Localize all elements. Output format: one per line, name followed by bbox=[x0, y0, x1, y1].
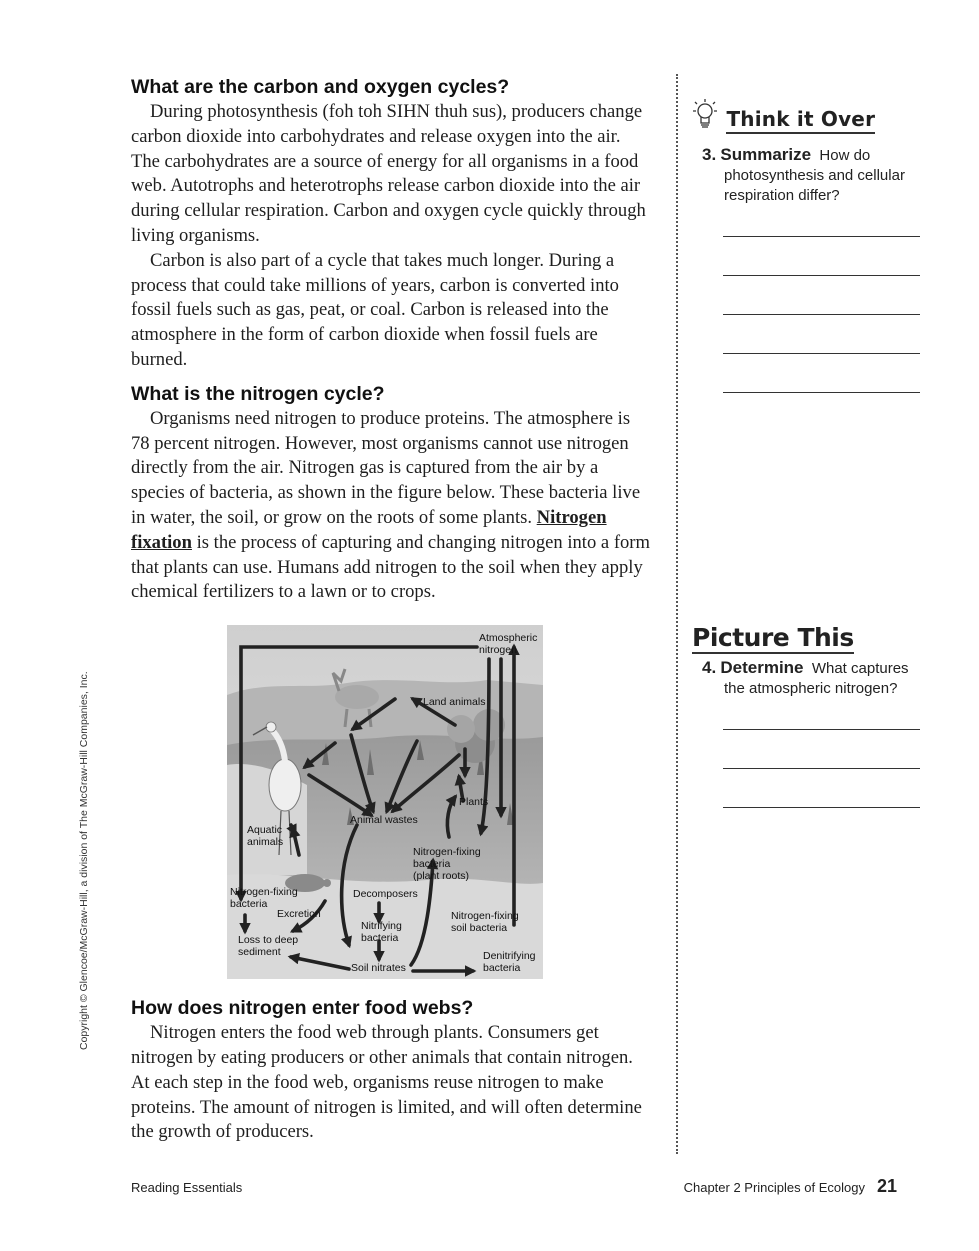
sidebar-think-it-over bbox=[692, 98, 932, 393]
answer-line[interactable] bbox=[723, 730, 920, 769]
question-3-number: 3. bbox=[702, 145, 717, 164]
answer-line[interactable] bbox=[723, 206, 920, 237]
label-nfb-soil-2: soil bacteria bbox=[451, 922, 508, 935]
heading-carbon-oxygen-cycles: What are the carbon and oxygen cycles? bbox=[131, 76, 510, 98]
section-nitrogen-cycle bbox=[131, 381, 651, 605]
heading-nitrogen-food-webs: How does nitrogen enter food webs? bbox=[131, 997, 474, 1020]
paragraph-text-after-term: is the process of capturing and changing nitrogen into a form that plants can use. Humans add nitrogen to the soil when they apply chemical fertilizers to a lawn or to crops. bbox=[131, 531, 650, 603]
label-nfb-soil-1: Nitrogen-fixing bbox=[451, 910, 519, 923]
answer-line[interactable] bbox=[723, 315, 920, 354]
answer-line[interactable] bbox=[723, 237, 920, 276]
paragraph-nitrogen-fixation bbox=[131, 407, 651, 605]
paragraph-photosynthesis: During photosynthesis (foh toh SIHN thuh sus), producers change carbon dioxide into carbohydrates and release oxygen into the air. The carbohydrates are a source of energy for all organisms in a food web. Autotrophs and heterotrophs release carbon dioxide into the air during cellular respiration. Carbon and oxygen cycle quickly through living organisms. bbox=[131, 101, 646, 246]
page-number: 21 bbox=[876, 1176, 897, 1196]
label-aquatic-animals-2: animals bbox=[247, 836, 284, 849]
nitrogen-cycle-figure bbox=[227, 625, 543, 979]
label-nfb-roots-3: (plant roots) bbox=[413, 870, 470, 883]
vocabulary-term-nitrogen-fixation: Nitrogen fixation bbox=[131, 506, 607, 553]
paragraph-text-before-term: Organisms need nitrogen to produce proteins. The atmosphere is 78 percent nitrogen. However, most organisms cannot use nitrogen directly from the air. Nitrogen gas is captured from the air by a species of bacteria, as shown in the figure below. These bacteria live in water, the soil, or grow on the roots of some plants. bbox=[131, 407, 641, 528]
label-denitrifying-1: Denitrifying bbox=[483, 950, 536, 963]
lightbulb-icon bbox=[692, 98, 718, 137]
label-atmospheric-nitrogen-2: nitrogen bbox=[479, 644, 517, 657]
label-excretion: Excretion bbox=[277, 908, 321, 921]
think-it-over-title: Think it Over bbox=[726, 107, 875, 134]
question-4-text: What captures the atmospheric nitrogen? bbox=[724, 660, 909, 697]
label-denitrifying-2: bacteria bbox=[483, 962, 521, 975]
label-nfb-water-2: bacteria bbox=[230, 898, 268, 911]
question-4 bbox=[702, 658, 932, 699]
paragraph-nitrogen-food-webs: Nitrogen enters the food web through plants. Consumers get nitrogen by eating producers or other animals that contain nitrogen. At each step in the food web, organisms reuse nitrogen to make proteins. The amount of nitrogen is limited, and will often determine the growth of producers. bbox=[131, 1022, 642, 1143]
label-atmospheric-nitrogen-1: Atmospheric bbox=[479, 632, 538, 645]
section-nitrogen-food-webs bbox=[131, 995, 651, 1145]
label-nfb-water-1: Nitrogen-fixing bbox=[230, 886, 298, 899]
question-3 bbox=[702, 145, 932, 206]
label-loss-sediment-2: sediment bbox=[238, 946, 281, 959]
label-plants: Plants bbox=[459, 796, 489, 809]
label-nitrifying-1: Nitrifying bbox=[361, 920, 402, 933]
nitrogen-cycle-diagram bbox=[227, 625, 543, 979]
section-carbon-oxygen bbox=[131, 74, 651, 373]
sidebar-picture-this bbox=[692, 624, 932, 808]
column-divider bbox=[676, 74, 678, 1154]
paragraph-fossil-fuels: Carbon is also part of a cycle that takes much longer. During a process that could take millions of years, carbon is converted into fossil fuels such as gas, peat, or coal. Carbon is released into the atmosphere in the form of carbon dioxide when fossil fuels are burned. bbox=[131, 249, 619, 370]
label-animal-wastes: Animal wastes bbox=[350, 814, 418, 827]
main-column bbox=[131, 74, 651, 1145]
label-nfb-roots-1: Nitrogen-fixing bbox=[413, 846, 481, 859]
label-nitrifying-2: bacteria bbox=[361, 932, 399, 945]
label-soil-nitrates: Soil nitrates bbox=[351, 962, 406, 975]
copyright-notice: Copyright © Glencoe/McGraw-Hill, a division of The McGraw-Hill Companies, Inc. bbox=[78, 671, 90, 1050]
think-it-over-header bbox=[692, 98, 932, 137]
answer-line[interactable] bbox=[723, 354, 920, 393]
answer-line[interactable] bbox=[723, 769, 920, 808]
question-4-number: 4. bbox=[702, 658, 717, 677]
label-aquatic-animals-1: Aquatic bbox=[247, 824, 283, 837]
heading-nitrogen-cycle: What is the nitrogen cycle? bbox=[131, 382, 385, 405]
label-nfb-roots-2: bacteria bbox=[413, 858, 451, 871]
question-3-text: How do photosynthesis and cellular respiration differ? bbox=[724, 147, 905, 204]
question-3-keyword: Summarize bbox=[720, 145, 812, 164]
label-loss-sediment-1: Loss to deep bbox=[238, 934, 299, 947]
picture-this-title: Picture This bbox=[692, 623, 854, 652]
label-land-animals: Land animals bbox=[423, 696, 486, 709]
answer-line[interactable] bbox=[723, 699, 920, 730]
answer-line[interactable] bbox=[723, 276, 920, 315]
footer-chapter-title: Chapter 2 Principles of Ecology bbox=[683, 1180, 865, 1195]
footer-publication: Reading Essentials bbox=[131, 1180, 243, 1195]
label-decomposers: Decomposers bbox=[353, 888, 418, 901]
footer-chapter bbox=[684, 1176, 897, 1197]
question-4-keyword: Determine bbox=[720, 658, 804, 677]
